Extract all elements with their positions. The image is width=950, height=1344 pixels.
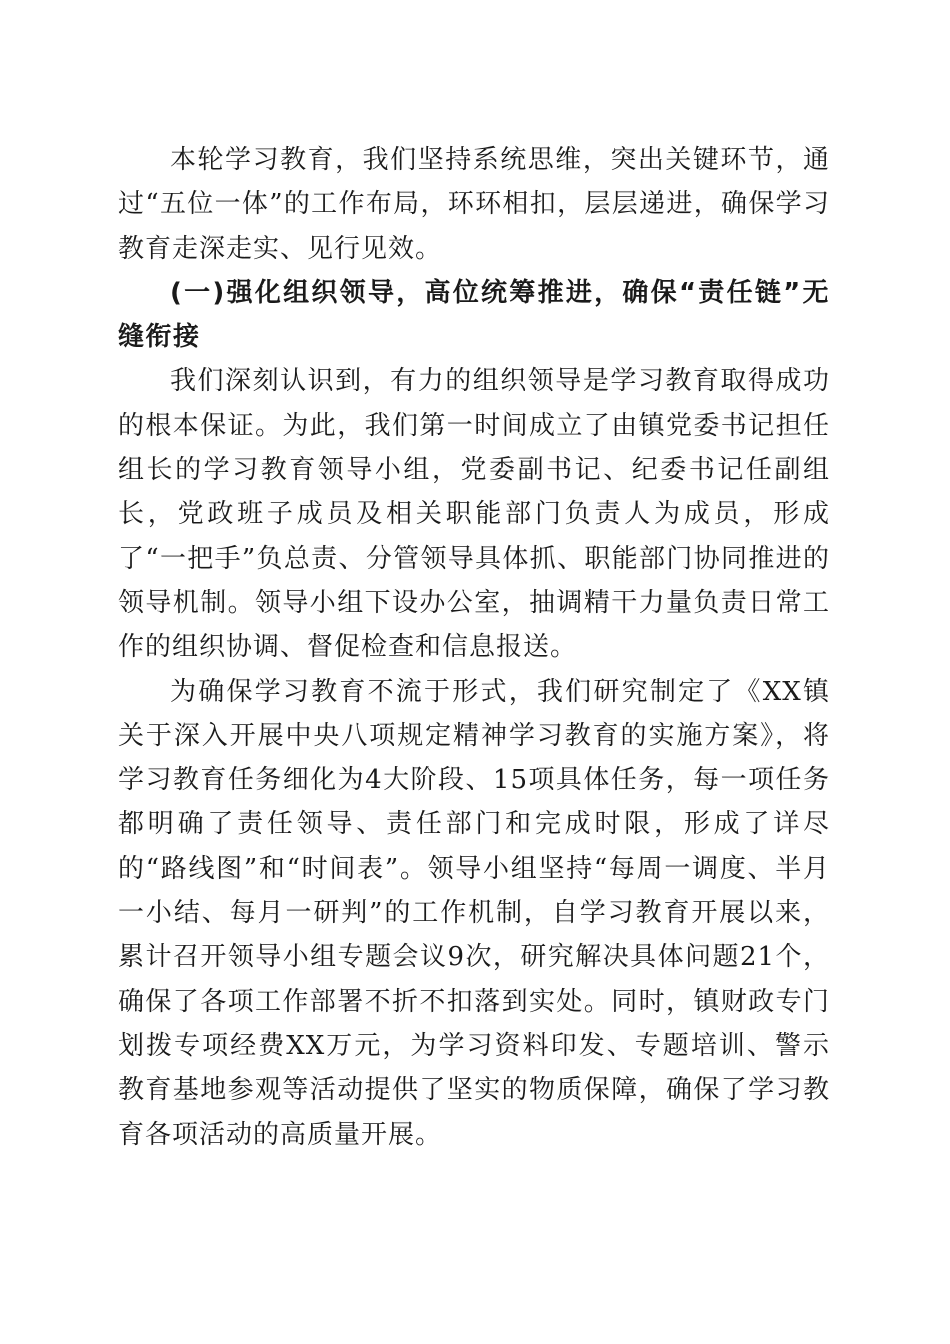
leadership-paragraph: 我们深刻认识到，有力的组织领导是学习教育取得成功的根本保证。为此，我们第一时间成立了由镇党委书记担任组长的学习教育领导小组，党委副书记、纪委书记任副组长，党政班子成员及相关职能部门负责人为成员，形成了“一把手”负总责、分管领导具体抓、职能部门协同推进的领导机制。领导小组下设办公室，抽调精干力量负责日常工作的组织协调、督促检查和信息报送。 [118, 366, 830, 663]
intro-paragraph: 本轮学习教育，我们坚持系统思维，突出关键环节，通过“五位一体”的工作布局，环环相扣，层层递进，确保学习教育走深走实、见行见效。 [118, 145, 830, 264]
section-heading: (一)强化组织领导，高位统筹推进，确保“责任链”无缝衔接 [118, 277, 830, 353]
document-body [118, 138, 830, 1157]
implementation-paragraph: 为确保学习教育不流于形式，我们研究制定了《XX镇关于深入开展中央八项规定精神学习教育的实施方案》，将学习教育任务细化为4大阶段、15项具体任务，每一项任务都明确了责任领导、责任部门和完成时限，形成了详尽的“路线图”和“时间表”。领导小组坚持“每周一调度、半月一小结、每月一研判”的工作机制，自学习教育开展以来，累计召开领导小组专题会议9次，研究解决具体问题21个，确保了各项工作部署不折不扣落到实处。同时，镇财政专门划拨专项经费XX万元，为学习资料印发、专题培训、警示教育基地参观等活动提供了坚实的物质保障，确保了学习教育各项活动的高质量开展。 [118, 676, 830, 1150]
